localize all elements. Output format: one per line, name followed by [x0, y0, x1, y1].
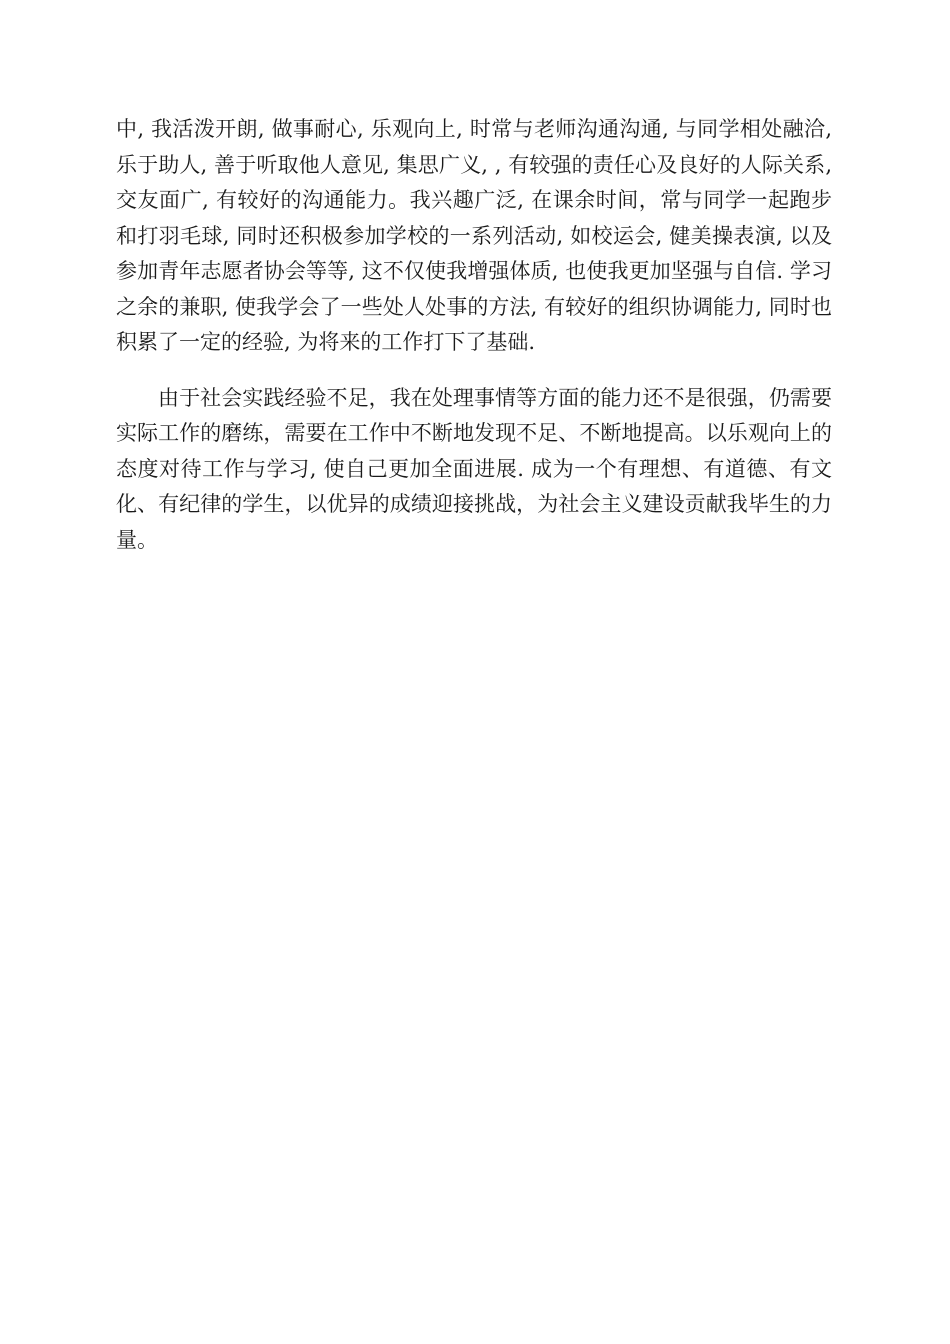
paragraph-2: 由于社会实践经验不足，我在处理事情等方面的能力还不是很强，仍需要实际工作的磨练，需要在工作中不断地发现不足、不断地提高。以乐观向上的态度对待工作与学习, 使自己更加全面进展. 成为一个有理想、有道德、有文化、有纪律的学生，以优异的成绩迎接挑战，为社会主义建设贡献我毕生的力量。	[116, 385, 832, 552]
document-body	[116, 112, 832, 558]
paragraph-1: 中, 我活泼开朗, 做事耐心, 乐观向上, 时常与老师沟通沟通, 与同学相处融洽, 乐于助人, 善于听取他人意见, 集思广义, , 有较强的责任心及良好的人际关系, 交友面广, 有较好的沟通能力。我兴趣广泛, 在课余时间，常与同学一起跑步和打羽毛球, 同时还积极参加学校的一系列活动, 如校运会, 健美操表演, 以及参加青年志愿者协会等等, 这不仅使我增强体质, 也使我更加坚强与自信. 学习之余的兼职, 使我学会了一些处人处事的方法, 有较好的组织协调能力, 同时也积累了一定的经验, 为将来的工作打下了基础.	[116, 117, 832, 354]
